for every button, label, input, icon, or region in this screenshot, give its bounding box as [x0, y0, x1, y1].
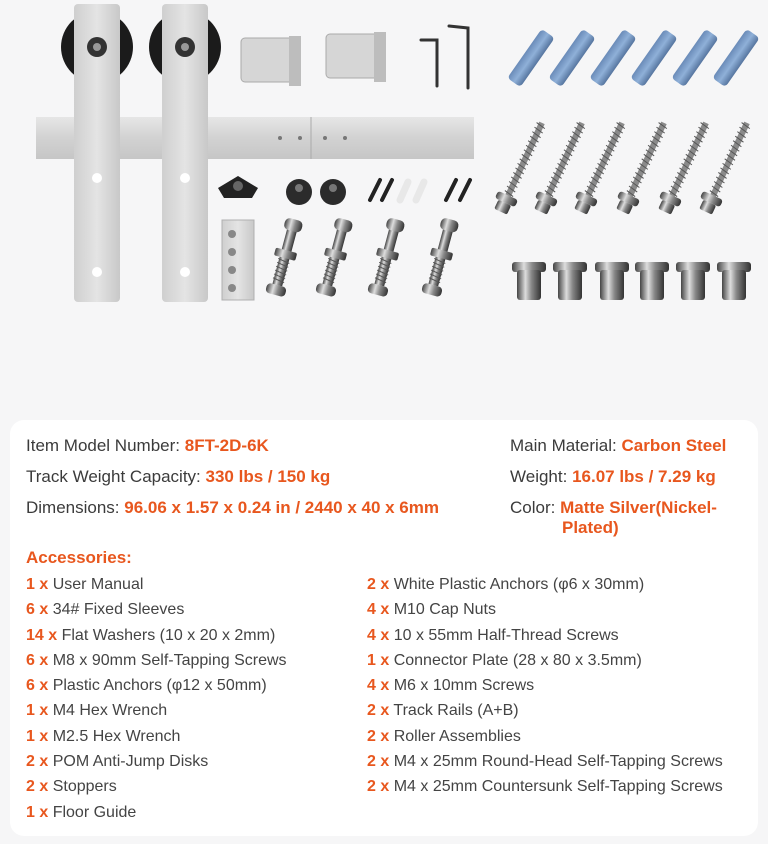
- spec-value: Plated): [562, 518, 619, 537]
- accessory-name: M2.5 Hex Wrench: [48, 727, 181, 745]
- accessory-item: [367, 749, 723, 774]
- spec-label: Color:: [510, 498, 561, 517]
- product-image: [0, 0, 768, 410]
- spec-value: Carbon Steel: [621, 436, 727, 455]
- plastic-anchor: [671, 29, 719, 87]
- accessory-qty: 2 x: [367, 778, 390, 796]
- accessory-name: Stoppers: [48, 778, 117, 796]
- accessory-item: [26, 749, 287, 774]
- accessory-item: [26, 800, 287, 825]
- spec-material: [510, 436, 726, 456]
- spec-color-continued: [562, 518, 619, 538]
- accessory-qty: 14 x: [26, 626, 58, 644]
- accessory-qty: 2 x: [367, 727, 390, 745]
- accessories-list-left: [26, 572, 287, 825]
- plastic-anchor: [630, 29, 678, 87]
- accessory-qty: 2 x: [367, 753, 390, 771]
- accessory-qty: 1 x: [26, 803, 49, 821]
- spec-model: [26, 436, 269, 456]
- accessory-name: 34# Fixed Sleeves: [48, 601, 185, 619]
- plastic-anchor: [507, 29, 555, 87]
- accessory-item: [26, 774, 287, 799]
- self-tapping-screws: [491, 118, 757, 216]
- plastic-anchor: [589, 29, 637, 87]
- accessory-name: Track Rails (A+B): [389, 702, 519, 720]
- accessory-item: [367, 673, 723, 698]
- accessory-qty: 6 x: [26, 601, 49, 619]
- accessory-item: [367, 774, 723, 799]
- stoppers: [241, 32, 386, 86]
- accessory-item: [26, 597, 287, 622]
- accessory-name: POM Anti-Jump Disks: [48, 753, 209, 771]
- accessory-qty: 4 x: [367, 677, 390, 695]
- accessory-qty: 1 x: [367, 651, 390, 669]
- accessory-item: [367, 597, 723, 622]
- accessory-qty: 2 x: [367, 576, 390, 593]
- spec-value: 16.07 lbs / 7.29 kg: [572, 467, 716, 486]
- accessory-name: M4 x 25mm Round-Head Self-Tapping Screws: [389, 753, 723, 771]
- accessory-item: [26, 648, 287, 673]
- accessory-name: User Manual: [48, 576, 144, 593]
- accessory-item: [367, 724, 723, 749]
- accessory-qty: 4 x: [367, 601, 390, 619]
- accessories-list-right: [367, 572, 723, 800]
- accessory-qty: 1 x: [26, 576, 49, 593]
- accessory-qty: 6 x: [26, 677, 49, 695]
- accessory-name: Flat Washers (10 x 20 x 2mm): [57, 626, 276, 644]
- fixed-sleeve: [512, 262, 546, 300]
- accessory-qty: 2 x: [367, 702, 390, 720]
- half-thread-screw: [314, 217, 355, 298]
- spec-card: [10, 420, 758, 836]
- accessory-name: Roller Assemblies: [389, 727, 521, 745]
- accessory-item: [26, 623, 287, 648]
- fixed-sleeve: [553, 262, 587, 300]
- fixed-sleeve: [595, 262, 629, 300]
- accessory-name: 10 x 55mm Half-Thread Screws: [389, 626, 619, 644]
- half-thread-screw: [420, 217, 461, 298]
- spec-label: Item Model Number:: [26, 436, 185, 455]
- accessory-name: M6 x 10mm Screws: [389, 677, 535, 695]
- floor-guide: [218, 176, 258, 198]
- anti-jump-disks: [286, 179, 346, 205]
- connector-plate: [222, 220, 254, 300]
- accessory-item: [26, 572, 287, 597]
- accessory-item: [26, 673, 287, 698]
- half-thread-screws: [264, 217, 461, 298]
- spec-value: 96.06 x 1.57 x 0.24 in / 2440 x 40 x 6mm: [124, 498, 439, 517]
- accessory-item: [367, 648, 723, 673]
- spec-value: 330 lbs / 150 kg: [205, 467, 331, 486]
- accessory-item: [26, 724, 287, 749]
- spec-label: Dimensions:: [26, 498, 125, 517]
- accessory-item: [367, 698, 723, 723]
- plastic-anchors: [507, 29, 760, 87]
- accessory-name: M8 x 90mm Self-Tapping Screws: [48, 651, 287, 669]
- fixed-sleeve: [717, 262, 751, 300]
- accessory-qty: 2 x: [26, 753, 49, 771]
- accessory-name: Plastic Anchors (φ12 x 50mm): [48, 677, 267, 695]
- plastic-anchor: [548, 29, 596, 87]
- accessory-qty: 1 x: [26, 727, 49, 745]
- fixed-sleeve: [676, 262, 710, 300]
- spec-capacity: [26, 467, 330, 487]
- plastic-anchor: [712, 29, 760, 87]
- small-screws-and-anchors: [370, 180, 470, 200]
- accessory-qty: 1 x: [26, 702, 49, 720]
- accessories-title: Accessories:: [26, 548, 132, 567]
- spec-label: Main Material:: [510, 436, 622, 455]
- spec-value: 8FT-2D-6K: [184, 436, 269, 455]
- spec-color: [510, 498, 717, 518]
- accessory-name: White Plastic Anchors (φ6 x 30mm): [389, 576, 645, 593]
- accessory-name: M10 Cap Nuts: [389, 601, 496, 619]
- accessory-item: [367, 623, 723, 648]
- spec-label: Track Weight Capacity:: [26, 467, 206, 486]
- accessory-item: [26, 698, 287, 723]
- accessory-name: M4 Hex Wrench: [48, 702, 168, 720]
- spec-label: Weight:: [510, 467, 573, 486]
- accessory-qty: 6 x: [26, 651, 49, 669]
- accessory-name: Floor Guide: [48, 803, 137, 821]
- spec-dimensions: [26, 498, 439, 518]
- fixed-sleeve: [635, 262, 669, 300]
- half-thread-screw: [366, 217, 407, 298]
- spec-weight: [510, 467, 716, 487]
- accessory-qty: 4 x: [367, 626, 390, 644]
- accessory-name: Connector Plate (28 x 80 x 3.5mm): [389, 651, 642, 669]
- hex-wrenches: [421, 26, 468, 88]
- accessory-name: M4 x 25mm Countersunk Self-Tapping Screws: [389, 778, 723, 796]
- accessory-item: [367, 572, 723, 597]
- half-thread-screw: [264, 217, 305, 298]
- accessory-qty: 2 x: [26, 778, 49, 796]
- fixed-sleeves: [512, 262, 751, 300]
- self-tapping-screw: [696, 118, 757, 216]
- spec-value: Matte Silver(Nickel-: [560, 498, 717, 517]
